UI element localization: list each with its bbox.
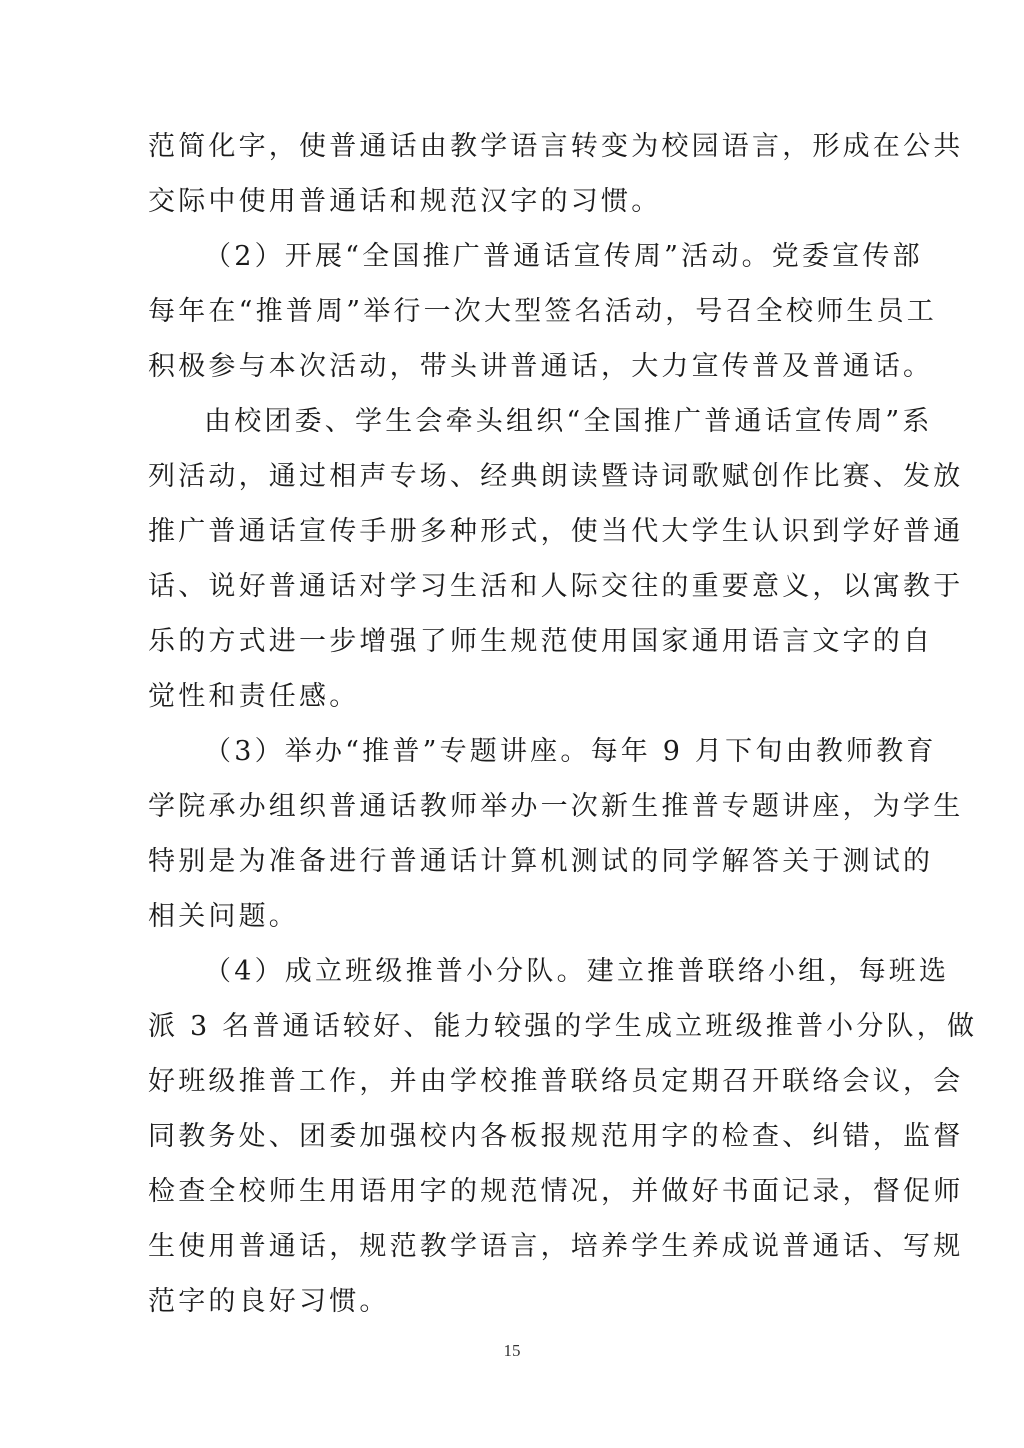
text-line: 觉性和责任感。 [148,681,360,712]
text-line: 推广普通话宣传手册多种形式，使当代大学生认识到学好普通 [148,516,964,547]
text-line: 检查全校师生用语用字的规范情况，并做好书面记录，督促师 [148,1176,964,1207]
paragraph-start-line: 由校团委、学生会牵头组织“全国推广普通话宣传周”系 [204,406,933,437]
paragraph-start-line: （3）举办“推普”专题讲座。每年 9 月下旬由教师教育 [204,736,937,767]
text-line: 特别是为准备进行普通话计算机测试的同学解答关于测试的 [148,846,934,877]
text-line: 每年在“推普周”举行一次大型签名活动，号召全校师生员工 [148,296,938,327]
text-line: 范简化字，使普通话由教学语言转变为校园语言，形成在公共 [148,131,964,162]
text-line: 乐的方式进一步增强了师生规范使用国家通用语言文字的自 [148,626,934,657]
text-line: 同教务处、团委加强校内各板报规范用字的检查、纠错，监督 [148,1121,964,1152]
paragraph-start-line: （2）开展“全国推广普通话宣传周”活动。党委宣传部 [204,241,923,272]
page-number: 15 [503,1341,521,1360]
paragraph-start-line: （4）成立班级推普小分队。建立推普联络小组，每班选 [204,956,950,987]
text-line: 生使用普通话，规范教学语言，培养学生养成说普通话、写规 [148,1231,964,1262]
text-line: 交际中使用普通话和规范汉字的习惯。 [148,186,662,217]
text-line: 话、说好普通话对学习生活和人际交往的重要意义，以寓教于 [148,571,964,602]
text-line: 学院承办组织普通话教师举办一次新生推普专题讲座，为学生 [148,791,964,822]
text-line: 派 3 名普通话较好、能力较强的学生成立班级推普小分队，做 [148,1011,978,1042]
text-line: 范字的良好习惯。 [148,1286,390,1317]
text-line: 列活动，通过相声专场、经典朗读暨诗词歌赋创作比赛、发放 [148,461,964,492]
text-line: 相关问题。 [148,901,299,932]
text-line: 好班级推普工作，并由学校推普联络员定期召开联络会议，会 [148,1066,964,1097]
text-line: 积极参与本次活动，带头讲普通话，大力宣传普及普通话。 [148,351,934,382]
